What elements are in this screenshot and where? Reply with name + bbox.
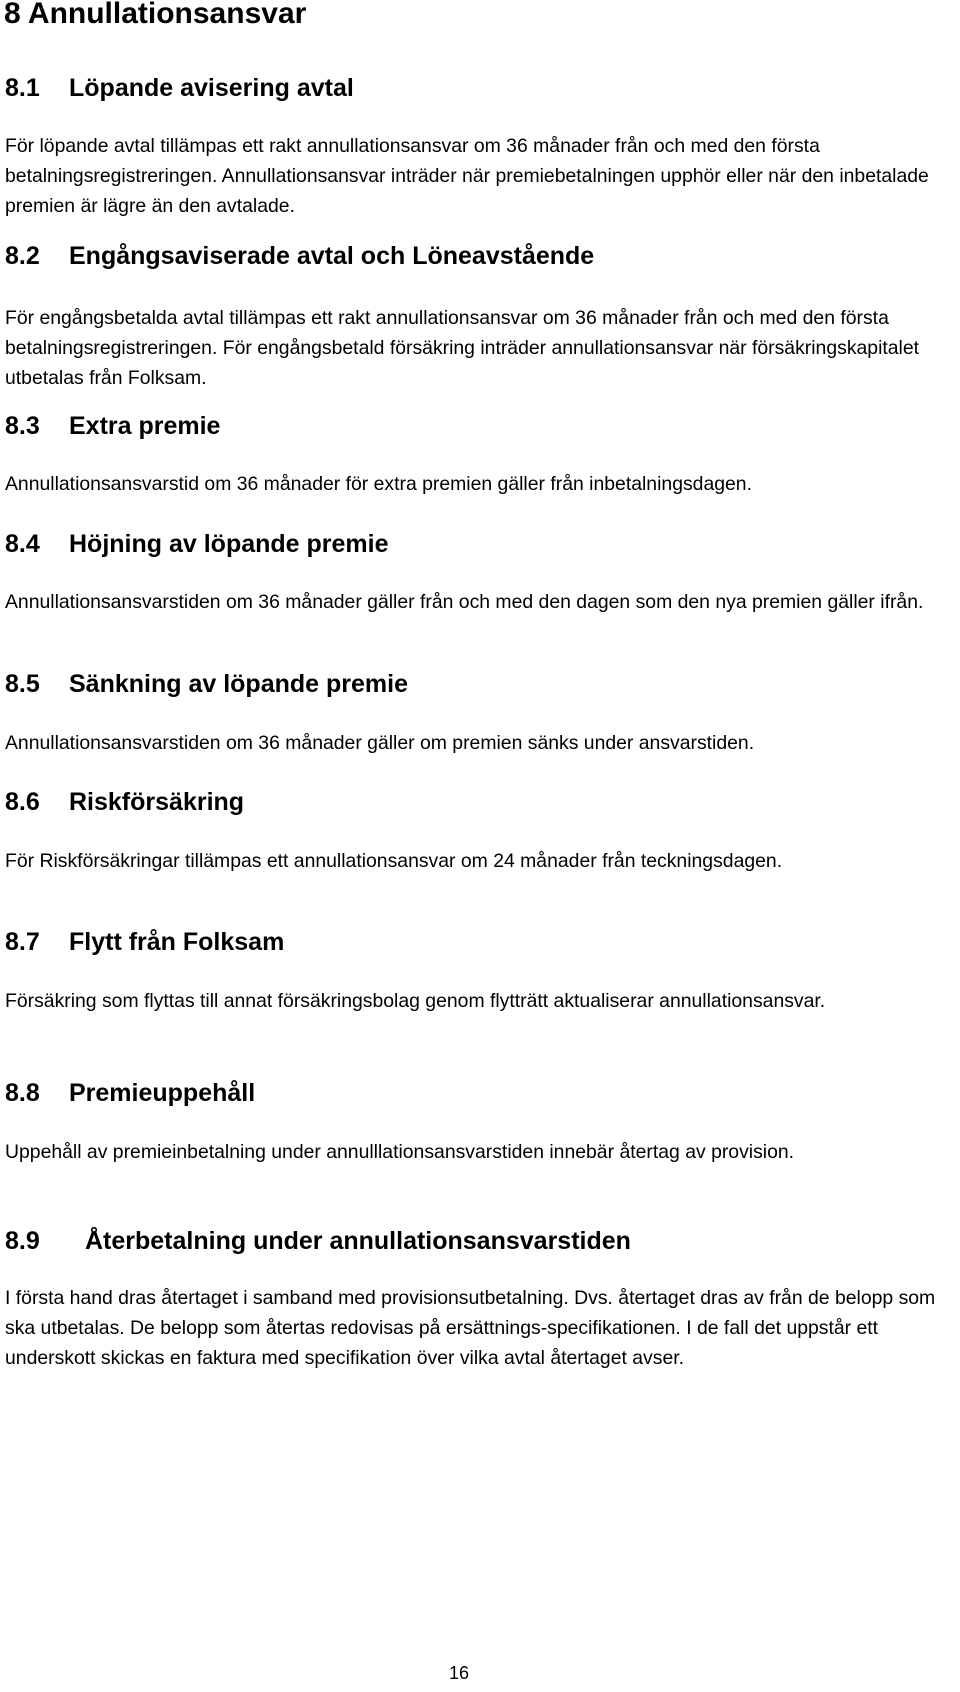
section-number: 8.7	[5, 928, 40, 956]
section-body-8-4: Annullationsansvarstiden om 36 månader gäller från och med den dagen som den nya premien gäller ifrån.	[5, 591, 924, 613]
section-number: 8.3	[5, 412, 40, 440]
section-heading-8-8	[5, 1077, 255, 1109]
section-number: 8.6	[5, 788, 40, 816]
section-body-8-8: Uppehåll av premieinbetalning under annulllationsansvarstiden innebär återtag av provision.	[5, 1141, 795, 1163]
section-body-8-6: För Riskförsäkringar tillämpas ett annullationsansvar om 24 månader från teckningsdagen.	[5, 850, 783, 872]
chapter-heading: 8 Annullationsansvar	[4, 0, 307, 30]
section-number: 8.5	[5, 670, 40, 698]
section-heading-8-1	[5, 72, 354, 104]
section-body-8-5: Annullationsansvarstiden om 36 månader gäller om premien sänks under ansvarstiden.	[5, 732, 755, 754]
section-number: 8.8	[5, 1079, 40, 1107]
section-heading-8-7	[5, 926, 284, 958]
section-title: Löpande avisering avtal	[69, 74, 354, 102]
section-title: Flytt från Folksam	[69, 928, 285, 956]
section-title: Riskförsäkring	[69, 788, 245, 816]
section-title: Sänkning av löpande premie	[69, 670, 408, 698]
section-body-8-2: För engångsbetalda avtal tillämpas ett rakt annullationsansvar om 36 månader från och med den första betalningsregistreringen. För engångsbetald försäkring inträder annullationsansvar när försäkringskapitalet utbetalas från Folksam.	[5, 307, 920, 389]
section-body-8-7: Försäkring som flyttas till annat försäkringsbolag genom flytträtt aktualiserar annullationsansvar.	[5, 990, 826, 1012]
section-title: Engångsaviserade avtal och Löneavstående	[69, 242, 595, 270]
section-body-8-3: Annullationsansvarstid om 36 månader för extra premien gäller från inbetalningsdagen.	[5, 473, 752, 495]
section-heading-8-2	[5, 240, 594, 272]
section-heading-8-4	[5, 528, 389, 560]
section-number: 8.9	[5, 1227, 40, 1255]
section-title: Höjning av löpande premie	[69, 530, 389, 558]
section-number: 8.4	[5, 530, 40, 558]
page-number: 16	[449, 1663, 470, 1683]
section-body-8-9: I första hand dras återtaget i samband med provisionsutbetalning. Dvs. återtaget dras av från de belopp som ska utbetalas. De belopp som återtas redovisas på ersättnings-specifikationen. I de fall det uppstår ett underskott skickas en faktura med specifikation över vilka avtal återtaget avser.	[5, 1287, 936, 1369]
section-number: 8.2	[5, 242, 40, 270]
section-number: 8.1	[5, 74, 40, 102]
section-heading-8-6	[5, 786, 244, 818]
section-title: Extra premie	[69, 412, 221, 440]
section-title: Återbetalning under annullationsansvarstiden	[85, 1227, 631, 1255]
section-title: Premieuppehåll	[69, 1079, 256, 1107]
section-heading-8-5	[5, 668, 408, 700]
section-body-8-1: För löpande avtal tillämpas ett rakt annullationsansvar om 36 månader från och med den första betalningsregistreringen. Annullationsansvar inträder när premiebetalningen upphör eller när den inbetalade premien är lägre än den avtalade.	[5, 135, 929, 217]
section-heading-8-9	[5, 1225, 631, 1257]
section-heading-8-3	[5, 410, 220, 442]
